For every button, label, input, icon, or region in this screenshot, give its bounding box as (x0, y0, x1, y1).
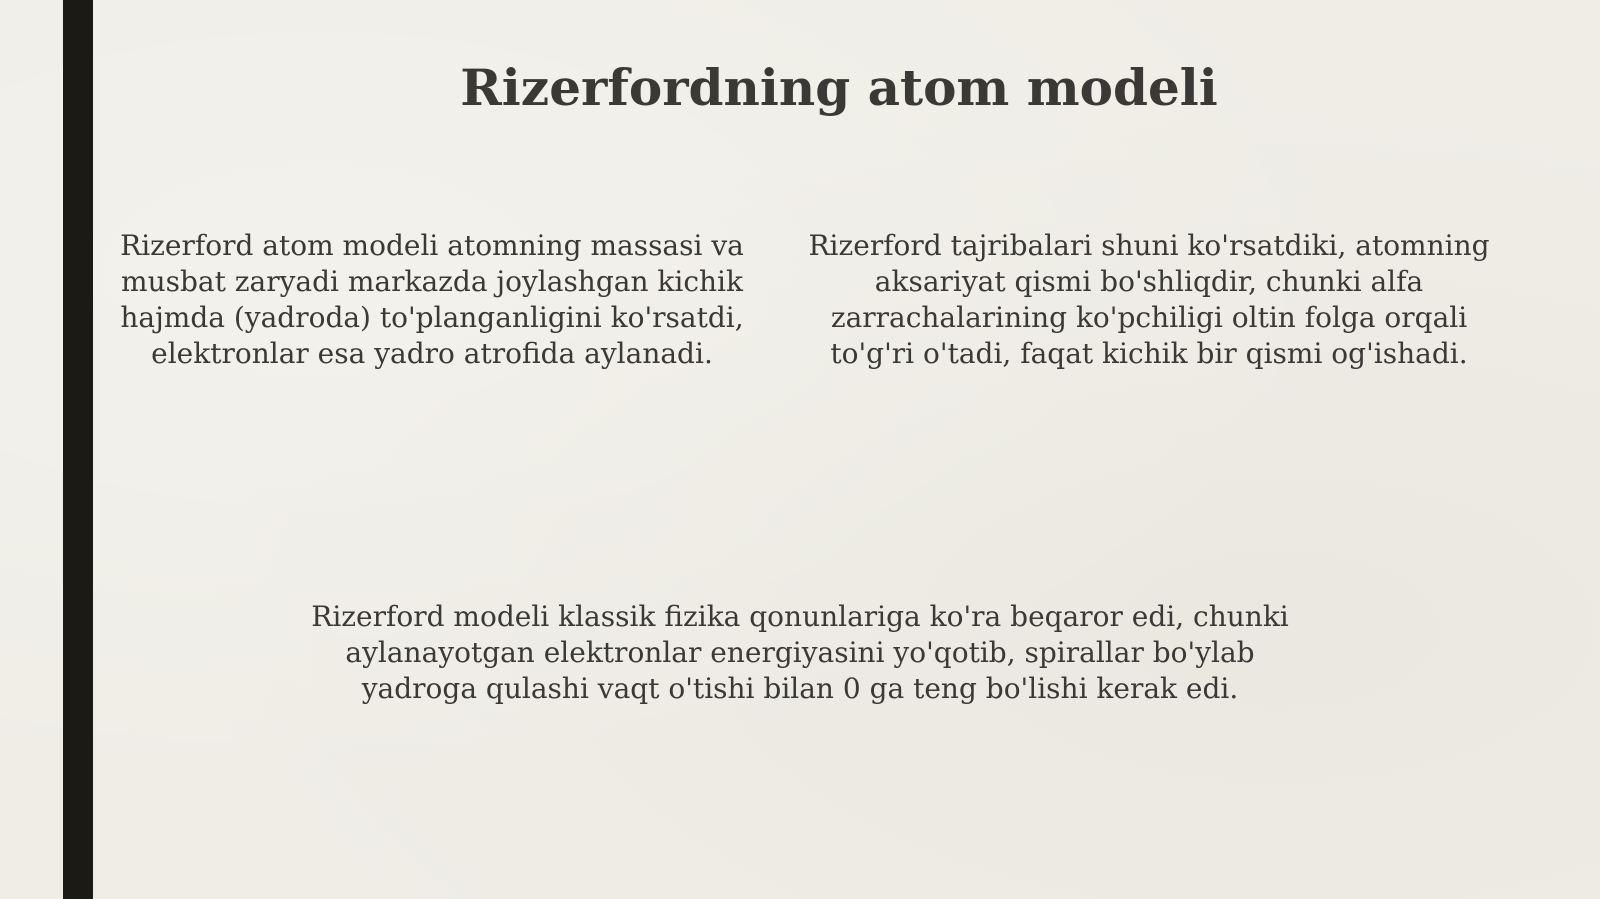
slide-title: Rizerfordning atom modeli (460, 58, 1218, 117)
accent-bar (63, 0, 93, 899)
left-text-block (112, 228, 752, 372)
text-line: aksariyat qismi bo'shliqdir, chunki alfa (874, 265, 1424, 298)
right-text-block (795, 228, 1503, 372)
text-line: hajmda (yadroda) to'planganligini ko'rsatdi, (120, 301, 744, 334)
text-line: elektronlar esa yadro atrofida aylanadi. (151, 337, 713, 370)
text-line: Rizerford atom modeli atomning massasi va (120, 229, 744, 262)
text-line: Rizerford modeli klassik fizika qonunlariga ko'ra beqaror edi, chunki (311, 600, 1289, 633)
bottom-text-block (290, 599, 1310, 707)
text-line: Rizerford tajribalari shuni ko'rsatdiki, atomning (808, 229, 1490, 262)
text-line: to'g'ri o'tadi, faqat kichik bir qismi og'ishadi. (830, 337, 1468, 370)
text-line: aylanayotgan elektronlar energiyasini yo'qotib, spirallar bo'ylab (345, 636, 1255, 669)
text-line: musbat zaryadi markazda joylashgan kichik (121, 265, 743, 298)
text-line: zarrachalarining ko'pchiligi oltin folga orqali (830, 301, 1468, 334)
text-line: yadroga qulashi vaqt o'tishi bilan 0 ga teng bo'lishi kerak edi. (361, 672, 1239, 705)
